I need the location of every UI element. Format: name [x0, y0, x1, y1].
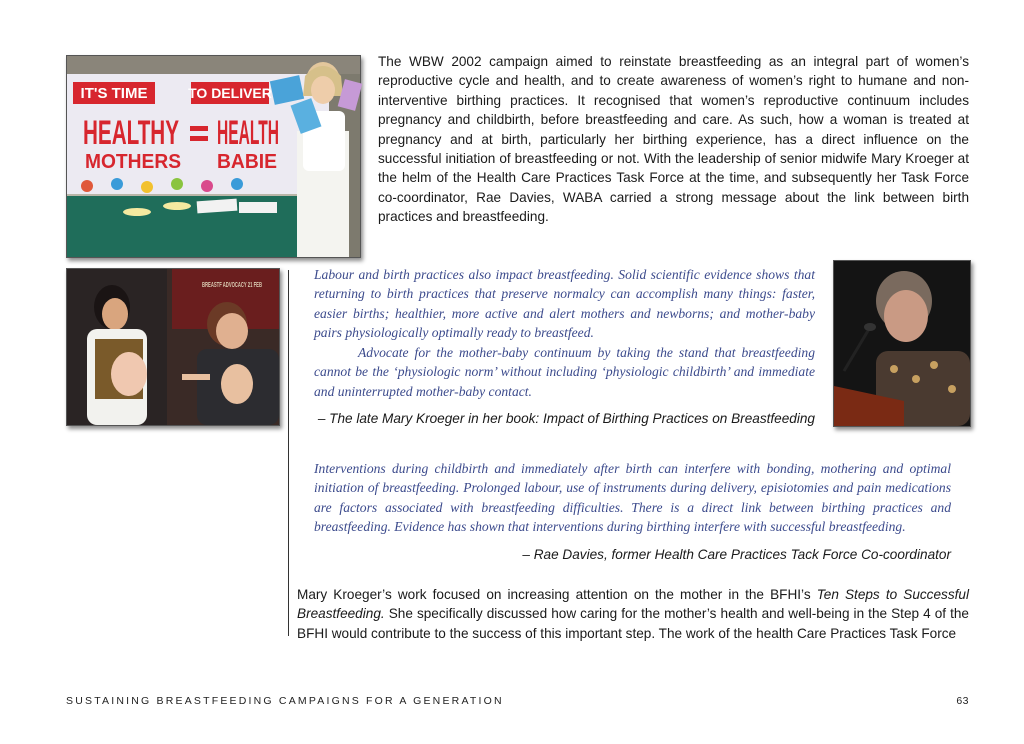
quote2-attribution: – Rae Davies, former Health Care Practices Tack Force Co-coordinator	[522, 547, 951, 562]
quote-divider-line	[288, 270, 289, 636]
banner-line3-left: MOTHERS	[85, 151, 181, 173]
banner-line1-right: TO DELIVER	[188, 85, 272, 101]
footer-title: SUSTAINING BREASTFEEDING CAMPAIGNS FOR A GENERATION	[66, 695, 504, 707]
banner-line2-left: HEALTHY	[83, 114, 180, 152]
photo-women-with-doll	[66, 268, 280, 426]
photo-healthy-mothers-banner	[66, 55, 361, 258]
closing-text-part2: She specifically discussed how caring for the mother’s health and well-being in the Step 4 of the BFHI would contribute to the success of this important step. The work of the health Care Practices Task Force	[297, 606, 969, 641]
page-number: 63	[956, 695, 969, 707]
closing-ten-steps-title: Ten Steps to Successful Breastfeeding.	[297, 587, 969, 622]
closing-text-part1: Mary Kroeger’s work focused on increasing attention on the mother in the BFHI’s	[297, 587, 817, 602]
quote2-text: Interventions during childbirth and immediately after birth can interfere with bonding, mothering and optimal initiation of breastfeeding. Prolonged labour, use of instruments during delivery, episiotomies and pain medications are factors associated with breastfeeding difficulties. There is a direct link between birthing practices and breastfeeding. Evidence has shown that interventions during birthing interfere with successful breastfeeding.	[314, 461, 951, 535]
banner-line3-right: BABIE	[217, 151, 277, 173]
closing-paragraph	[297, 585, 969, 643]
banner-line2-right: HEALTH	[217, 114, 279, 152]
intro-paragraph: The WBW 2002 campaign aimed to reinstate breastfeeding as an integral part of women’s reproductive cycle and health, and to create awareness of women’s right to humane and non-interventive birthing practices. It recognised that women’s reproductive continuum includes pregnancy and childbirth, before breastfeeding and care. As such, how a woman is treated at pregnancy and at birth, particularly her birthing experience, has a direct influence on the successful initiation of breastfeeding or not. With the leadership of senior midwife Mary Kroeger at the helm of the Health Care Practices Task Force at the time, and subsequently her Task Force co-coordinator, Rae Davies, WABA carried a strong message about the link between birth practices and breastfeeding.	[378, 54, 969, 225]
banner-line1-left: IT'S TIME	[80, 85, 148, 102]
quote1-paragraph2: Advocate for the mother-baby continuum by taking the stand that breastfeeding cannot be the ‘physiologic norm’ without including ‘physiologic childbirth’ and immediate and uninterrupted mother-baby contact.	[314, 345, 815, 399]
photo-wall-sign: BREASTF ADVOCACY 21 FEB	[202, 282, 262, 289]
photo-speaker-at-podium	[833, 260, 971, 427]
quote1-attribution: – The late Mary Kroeger in her book: Impact of Birthing Practices on Breastfeeding	[317, 411, 815, 426]
quote1-paragraph1: Labour and birth practices also impact breastfeeding. Solid scientific evidence shows that returning to birth practices that preserve normalcy can accomplish many things: faster, easier births; healthier, more active and alert mothers and newborns; and mother-baby pairs physiologically optimally ready to breastfeed.	[314, 267, 815, 341]
